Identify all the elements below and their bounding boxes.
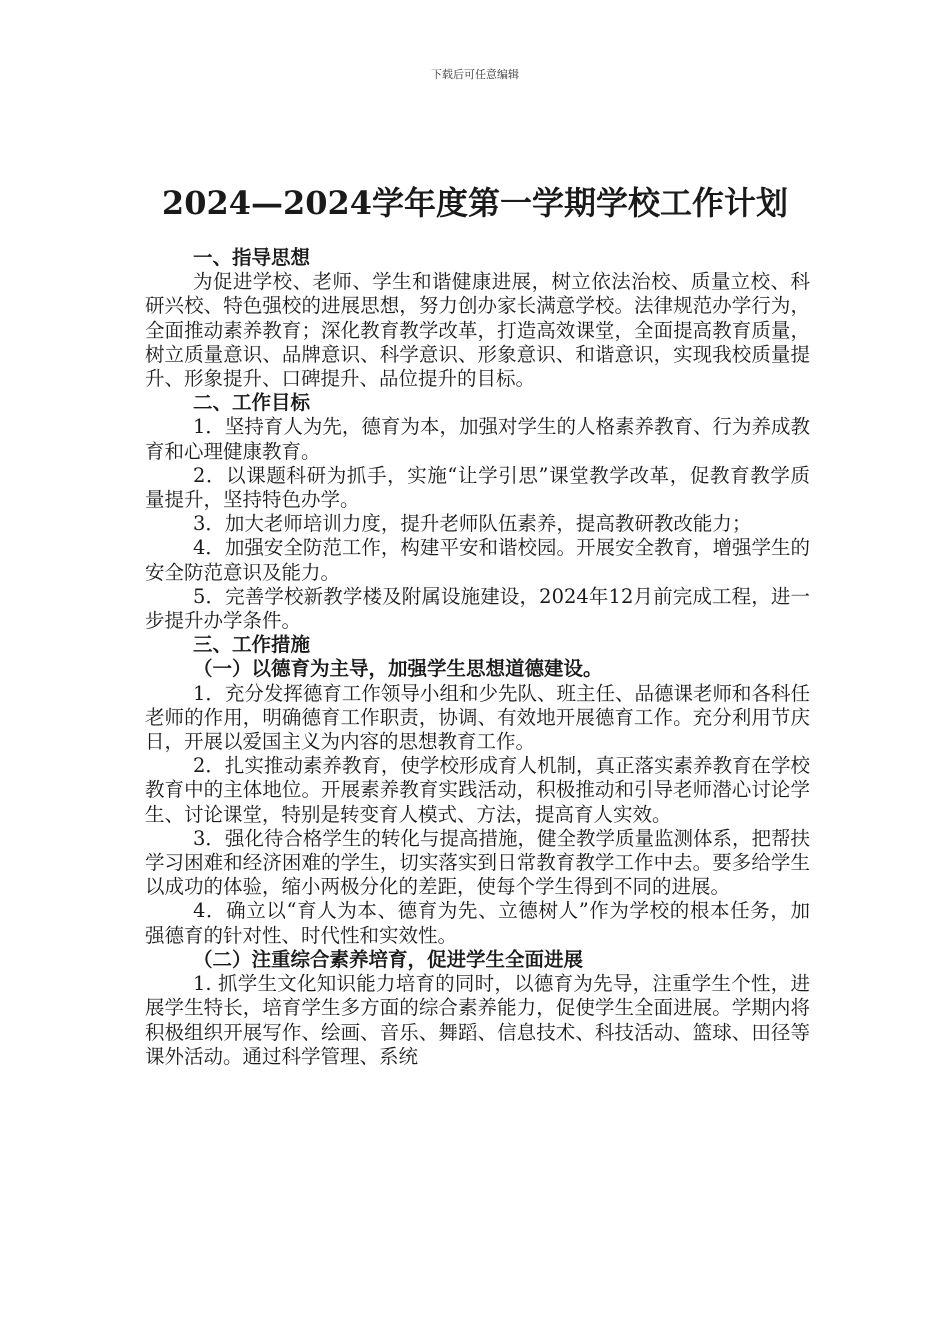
document-body: [145, 246, 810, 1069]
paragraph: 4．确立以“育人为本、德育为先、立德树人”作为学校的根本任务，加强德育的针对性、时代性和实效性。: [145, 899, 810, 947]
section-heading-work-measures: 三、工作措施: [193, 633, 311, 657]
paragraph: 1．充分发挥德育工作领导小组和少先队、班主任、品德课老师和各科任老师的作用，明确德育工作职责，协调、有效地开展德育工作。充分利用节庆日，开展以爱国主义为内容的思想教育工作。: [145, 681, 810, 754]
document-title: 2024—2024学年度第一学期学校工作计划: [161, 184, 789, 222]
paragraph: 2．以课题科研为抓手，实施“让学引思”课堂教学改革，促教育教学质量提升，坚持特色办学。: [145, 463, 810, 512]
header-note: 下载后可任意编辑: [431, 68, 519, 81]
paragraph: 1. 抓学生文化知识能力培育的同时，以德育为先导，注重学生个性，进展学生特长，培育学生多方面的综合素养能力，促使学生全面进展。学期内将积极组织开展写作、绘画、音乐、舞蹈、信息技术、科技活动、篮球、田径等课外活动。通过科学管理、系统: [145, 972, 810, 1068]
section-heading-guiding-thought: 一、指导思想: [193, 246, 311, 269]
paragraph: 5．完善学校新教学楼及附属设施建设，2024年12月前完成工程，进一步提升办学条件。: [145, 584, 810, 633]
paragraph: 4．加强安全防范工作，构建平安和谐校园。开展安全教育，增强学生的安全防范意识及能力。: [145, 536, 810, 584]
subsection-heading-moral-education: （一）以德育为主导，加强学生思想道德建设。: [193, 657, 603, 681]
section-heading-work-goals: 二、工作目标: [193, 391, 311, 415]
paragraph: 3．加大老师培训力度，提升老师队伍素养，提高教研教改能力；: [193, 512, 752, 536]
paragraph: 2．扎实推动素养教育，使学校形成育人机制，真正落实素养教育在学校教育中的主体地位。开展素养教育实践活动，积极推动和引导老师潜心讨论学生、讨论课堂，特别是转变育人模式、方法，提高育人实效。: [145, 754, 810, 826]
paragraph: 为促进学校、老师、学生和谐健康进展，树立依法治校、质量立校、科研兴校、特色强校的进展思想，努力创办家长满意学校。法律规范办学行为，全面推动素养教育；深化教育教学改革，打造高效课堂，全面提高教育质量，树立质量意识、品牌意识、科学意识、形象意识、和谐意识，实现我校质量提升、形象提升、口碑提升、品位提升的目标。: [145, 270, 810, 391]
paragraph: 1．坚持育人为先，德育为本，加强对学生的人格素养教育、行为养成教育和心理健康教育。: [145, 415, 810, 463]
paragraph: 3．强化待合格学生的转化与提高措施，健全教学质量监测体系，把帮扶学习困难和经济困难的学生，切实落实到日常教育教学工作中去。要多给学生以成功的体验，缩小两极分化的差距，使每个学生得到不同的进展。: [145, 826, 810, 899]
subsection-heading-comprehensive-quality: （二）注重综合素养培育，促进学生全面进展: [193, 947, 584, 971]
